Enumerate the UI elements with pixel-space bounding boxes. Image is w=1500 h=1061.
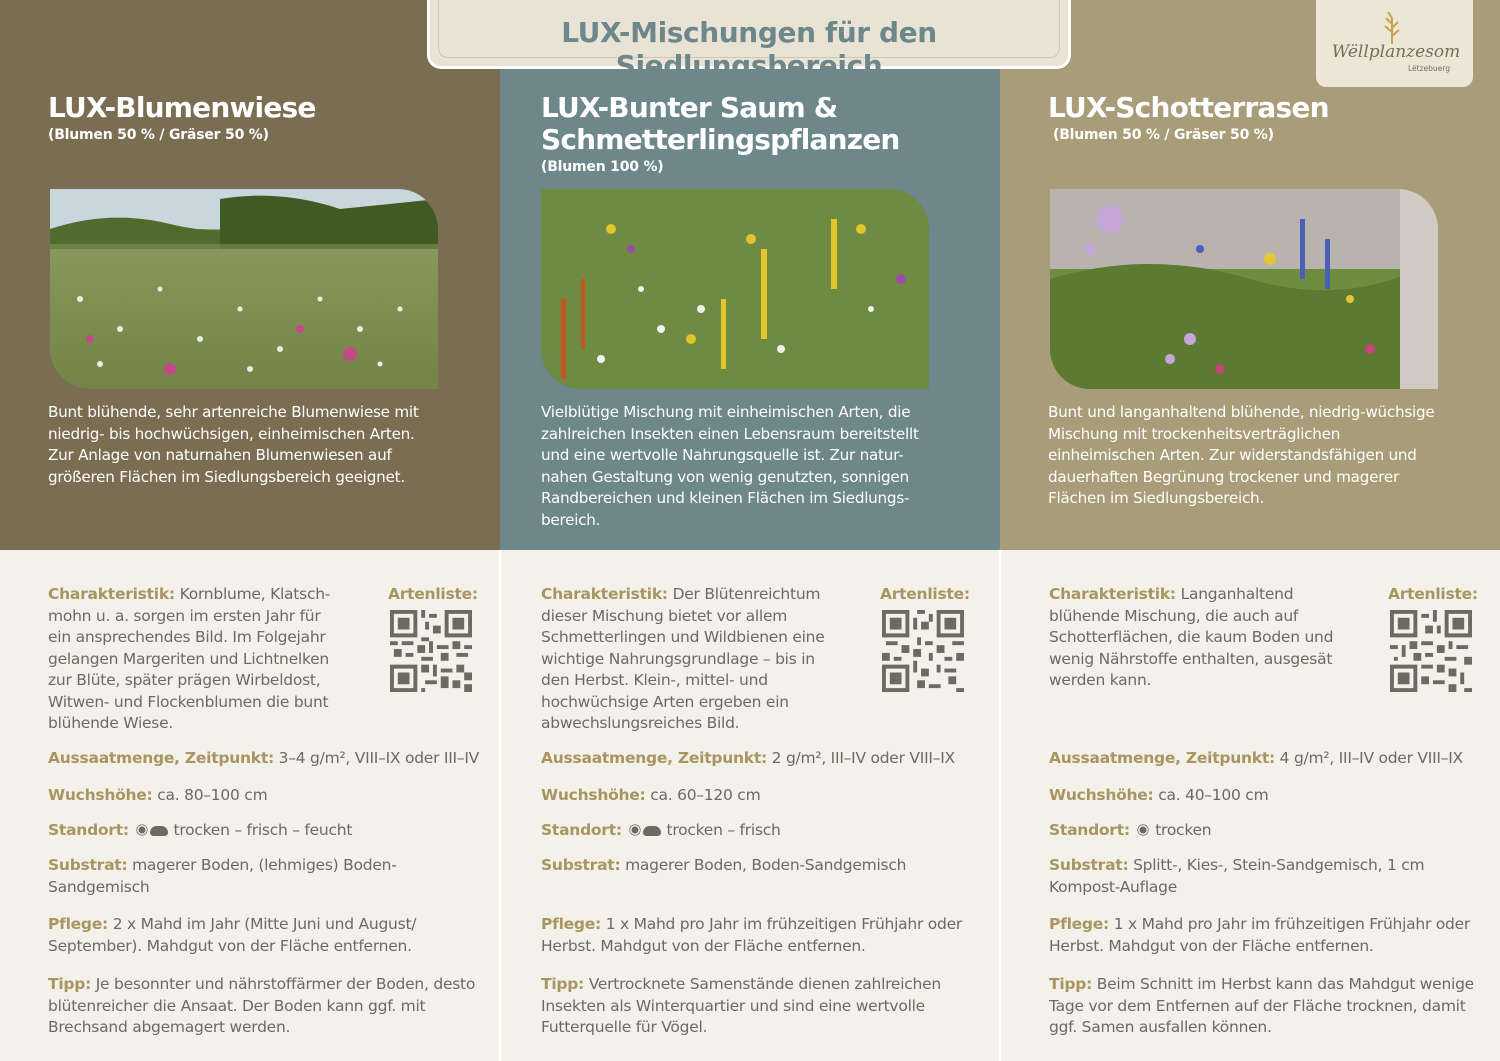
column-divider xyxy=(999,550,1001,1061)
gravel-lawn-photo xyxy=(1050,189,1438,389)
standort-label: Standort: xyxy=(1049,821,1130,839)
charakteristik-text: Langanhaltend blühende Mischung, die auch auf Schotterflächen, die kaum Boden und wenig Nährstoffe enthalten, ausgesät werden kann. xyxy=(1049,585,1334,689)
aussaat-label: Aussaatmenge, Zeitpunkt: xyxy=(1049,749,1275,767)
charakteristik-label: Charakteristik: xyxy=(1049,585,1176,603)
charakteristik-text: Der Blütenreichtum dieser Mischung bietet vor allem Schmetterlingen und Wildbienen eine wichtige Nahrungsgrundlage – bis in den Herbst. Klein-, mittel- und hochwüchsige Arten ergeben ein abwechslungsreiches Bild. xyxy=(541,585,825,732)
substrat-label: Substrat: xyxy=(541,856,621,874)
substrat-label: Substrat: xyxy=(1049,856,1129,874)
tipp-text: Beim Schnitt im Herbst kann das Mahdgut wenige Tage vor dem Entfernen auf der Fläche trocknen, damit ggf. Samen ausfallen können. xyxy=(1049,975,1474,1036)
column-blumenwiese xyxy=(0,0,500,550)
charakteristik-text: Kornblume, Klatsch-mohn u. a. sorgen im ersten Jahr für ein ansprechendes Bild. Im Folgejahr gelangen Margeriten und Lichtnelken zur Blüte, später prägen Wirbeldost, Witwen- und Flockenblumen die bunt blühende Wiese. xyxy=(48,585,331,732)
standort-text: trocken – frisch – feucht xyxy=(173,821,353,839)
sun-icon xyxy=(631,827,638,834)
pflege-label: Pflege: xyxy=(1049,915,1109,933)
meadow-photo xyxy=(50,189,438,389)
aussaat xyxy=(541,748,955,770)
column-description: Bunt blühende, sehr artenreiche Blumenwiese mit niedrig- bis hochwüchsigen, einheimischen Arten. Zur Anlage von naturnahen Blumenwiesen auf größeren Flächen im Siedlungsbereich geeignet. xyxy=(48,403,419,486)
wuchshoehe xyxy=(48,785,267,807)
charakteristik xyxy=(48,584,348,735)
wuchs-label: Wuchshöhe: xyxy=(541,786,646,804)
aussaat-label: Aussaatmenge, Zeitpunkt: xyxy=(48,749,274,767)
standort-label: Standort: xyxy=(541,821,622,839)
column-divider xyxy=(499,550,501,1061)
wuchs-text: ca. 60–120 cm xyxy=(650,786,761,804)
page-title: LUX-Mischungen für den Siedlungsbereich xyxy=(561,16,937,82)
column-subtitle: (Blumen 50 % / Gräser 50 %) xyxy=(48,127,269,143)
qr-code-icon[interactable] xyxy=(882,610,964,692)
flower-border-photo xyxy=(541,189,929,389)
sun-icon xyxy=(138,827,145,834)
standort-text: trocken – frisch xyxy=(666,821,781,839)
sun-icon xyxy=(1139,827,1146,834)
tipp-label: Tipp: xyxy=(48,975,92,993)
aussaat-text: 2 g/m², III–IV oder VIII–IX xyxy=(771,749,955,767)
charakteristik xyxy=(1049,584,1344,692)
column-description: Bunt und langanhaltend blühende, niedrig-wüchsige Mischung mit trockenheitsverträglichen einheimischen Arten. Zur widerstandsfähigen und dauerhaften Begrünung trockener und magerer Flächen im Siedlungsbereich. xyxy=(1048,403,1435,507)
substrat xyxy=(48,855,488,898)
substrat-text: magerer Boden, (lehmiges) Boden-Sandgemisch xyxy=(48,856,397,896)
standort xyxy=(1049,820,1211,842)
pflege-label: Pflege: xyxy=(48,915,108,933)
pflege-text: 2 x Mahd im Jahr (Mitte Juni und August/ September). Mahdgut von der Fläche entfernen. xyxy=(48,915,417,955)
charakteristik-label: Charakteristik: xyxy=(48,585,175,603)
wuchs-text: ca. 40–100 cm xyxy=(1158,786,1269,804)
cloud-icon xyxy=(643,826,661,836)
column-subtitle: (Blumen 50 % / Gräser 50 %) xyxy=(1053,127,1274,143)
qr-code-icon[interactable] xyxy=(390,610,472,692)
pflege-text: 1 x Mahd pro Jahr im frühzeitigen Frühjahr oder Herbst. Mahdgut von der Fläche entfernen. xyxy=(1049,915,1471,955)
substrat xyxy=(1049,855,1449,898)
artenliste-label: Artenliste: xyxy=(388,585,478,603)
wuchs-label: Wuchshöhe: xyxy=(1049,786,1154,804)
column-title: LUX-Schotterrasen xyxy=(1048,91,1329,124)
standort xyxy=(48,820,352,842)
tipp-label: Tipp: xyxy=(1049,975,1093,993)
aussaat-label: Aussaatmenge, Zeitpunkt: xyxy=(541,749,767,767)
pflege xyxy=(541,914,971,957)
substrat-text: magerer Boden, Boden-Sandgemisch xyxy=(625,856,907,874)
column-title: LUX-Bunter Saum & Schmetterlingspflanzen xyxy=(541,91,900,156)
wuchs-label: Wuchshöhe: xyxy=(48,786,153,804)
tipp xyxy=(1049,974,1479,1039)
standort xyxy=(541,820,781,842)
tipp-text: Je besonnter und nährstoffärmer der Boden, desto blütenreicher die Ansaat. Der Boden kann ggf. mit Brechsand abgemagert werden. xyxy=(48,975,476,1036)
charakteristik-label: Charakteristik: xyxy=(541,585,668,603)
aussaat-text: 3–4 g/m², VIII–IX oder III–IV xyxy=(278,749,480,767)
artenliste-label: Artenliste: xyxy=(1388,585,1478,603)
qr-code-icon[interactable] xyxy=(1390,610,1472,692)
substrat xyxy=(541,855,906,877)
wuchshoehe xyxy=(541,785,760,807)
aussaat-text: 4 g/m², III–IV oder VIII–IX xyxy=(1279,749,1463,767)
tipp-label: Tipp: xyxy=(541,975,585,993)
column-description: Vielblütige Mischung mit einheimischen Arten, die zahlreichen Insekten einen Lebensraum bereitstellt und eine wertvolle Nahrungsquelle ist. Zur natur-nahen Gestaltung von wenig genutzten, sonnigen Randbereichen und kleinen Flächen im Siedlungs-bereich. xyxy=(541,403,919,529)
substrat-label: Substrat: xyxy=(48,856,128,874)
standort-label: Standort: xyxy=(48,821,129,839)
tipp xyxy=(541,974,961,1039)
aussaat xyxy=(48,748,479,770)
wheat-icon xyxy=(1374,10,1410,46)
pflege-text: 1 x Mahd pro Jahr im frühzeitigen Frühjahr oder Herbst. Mahdgut von der Fläche entfernen. xyxy=(541,915,963,955)
tipp-text: Vertrocknete Samenstände dienen zahlreichen Insekten als Winterquartier und sind eine wertvolle Futterquelle für Vögel. xyxy=(541,975,941,1036)
charakteristik xyxy=(541,584,841,735)
column-title: LUX-Blumenwiese xyxy=(48,91,316,124)
cloud-icon xyxy=(150,826,168,836)
logo xyxy=(1316,0,1473,87)
substrat-text: Splitt-, Kies-, Stein-Sandgemisch, 1 cm Kompost-Auflage xyxy=(1049,856,1425,896)
standort-text: trocken xyxy=(1155,821,1212,839)
logo-text: Wëllplanzesom xyxy=(1331,42,1461,62)
wuchs-text: ca. 80–100 cm xyxy=(157,786,268,804)
pflege xyxy=(48,914,428,957)
column-bunter-saum xyxy=(500,0,1000,550)
artenliste-label: Artenliste: xyxy=(880,585,970,603)
tipp xyxy=(48,974,478,1039)
logo-subtext: Lëtzebuerg xyxy=(1408,64,1450,73)
pflege-label: Pflege: xyxy=(541,915,601,933)
wuchshoehe xyxy=(1049,785,1268,807)
aussaat xyxy=(1049,748,1463,770)
pflege xyxy=(1049,914,1479,957)
header-box xyxy=(427,0,1071,82)
column-subtitle: (Blumen 100 %) xyxy=(541,159,664,175)
